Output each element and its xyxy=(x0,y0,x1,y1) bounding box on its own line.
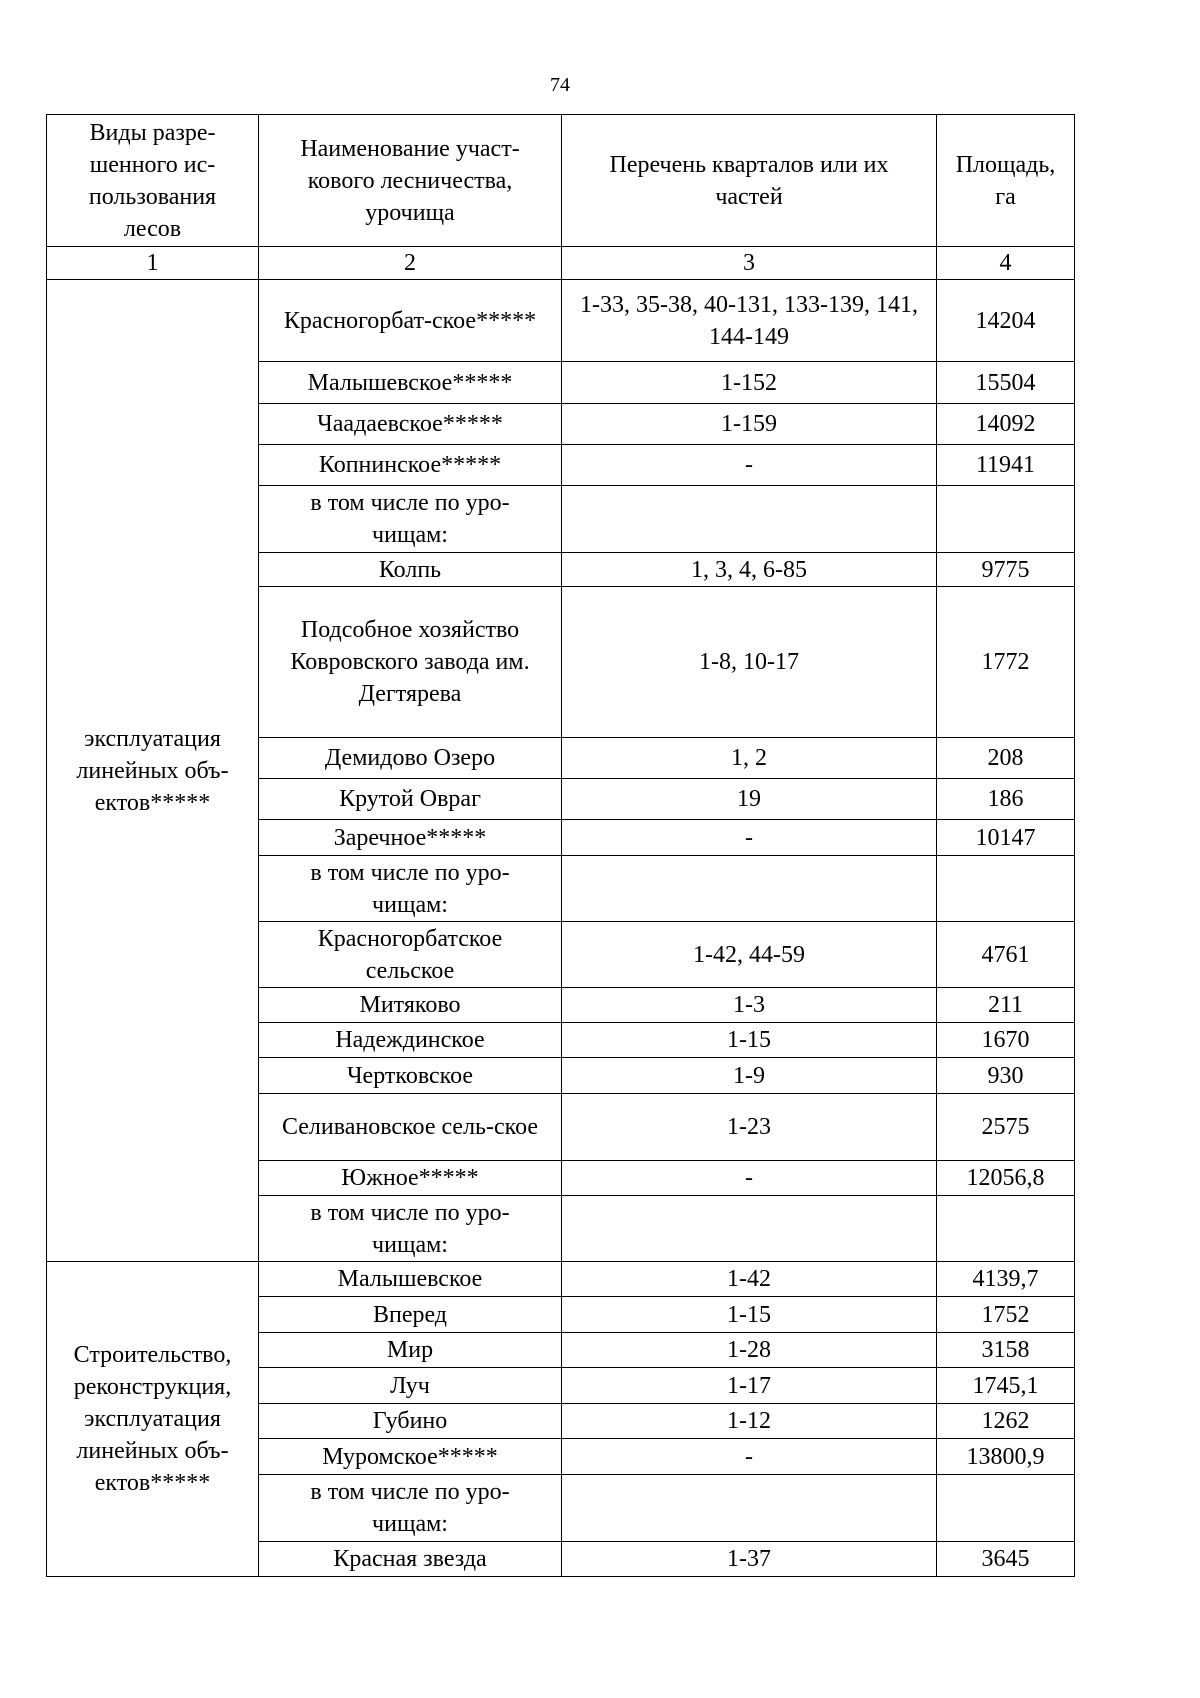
forestry-name: Копнинское***** xyxy=(259,445,562,486)
quarters-list: 1-3 xyxy=(562,988,937,1023)
forestry-name: Южное***** xyxy=(259,1161,562,1196)
area-value: 186 xyxy=(937,779,1075,820)
quarters-list: 1-42, 44-59 xyxy=(562,922,937,988)
area-value: 3645 xyxy=(937,1542,1075,1577)
use-type-cell: Строительство, реконструкция, эксплуатация линейных объ-ектов***** xyxy=(47,1262,259,1577)
header-cell: Площадь, га xyxy=(937,115,1075,247)
quarters-list: 1-15 xyxy=(562,1023,937,1058)
use-type-cell: эксплуатация линейных объ-ектов***** xyxy=(47,280,259,1262)
quarters-list xyxy=(562,486,937,553)
quarters-list: 1-42 xyxy=(562,1262,937,1297)
quarters-list: 1-152 xyxy=(562,362,937,404)
quarters-list: 1-9 xyxy=(562,1058,937,1094)
area-value: 2575 xyxy=(937,1094,1075,1161)
area-value: 15504 xyxy=(937,362,1075,404)
area-value: 1752 xyxy=(937,1297,1075,1333)
header-cell: Виды разре-шенного ис-пользования лесов xyxy=(47,115,259,247)
forestry-name: Митяково xyxy=(259,988,562,1023)
quarters-list: 1-17 xyxy=(562,1368,937,1404)
area-value: 4139,7 xyxy=(937,1262,1075,1297)
area-value: 208 xyxy=(937,738,1075,779)
forestry-name: Малышевское xyxy=(259,1262,562,1297)
forestry-name: Красная звезда xyxy=(259,1542,562,1577)
forestry-name: в том числе по уро-чищам: xyxy=(259,1475,562,1542)
quarters-list: 1, 3, 4, 6-85 xyxy=(562,553,937,587)
forestry-name: Колпь xyxy=(259,553,562,587)
area-value: 10147 xyxy=(937,820,1075,856)
quarters-list: 1-159 xyxy=(562,404,937,445)
forestry-name: Губино xyxy=(259,1404,562,1439)
area-value: 211 xyxy=(937,988,1075,1023)
column-number: 3 xyxy=(562,247,937,280)
forestry-name: Красногорбатское сельское xyxy=(259,922,562,988)
quarters-list: 1-23 xyxy=(562,1094,937,1161)
quarters-list: 1-12 xyxy=(562,1404,937,1439)
quarters-list: 1-8, 10-17 xyxy=(562,587,937,738)
area-value: 1772 xyxy=(937,587,1075,738)
header-row xyxy=(47,115,1075,247)
quarters-list: 1-15 xyxy=(562,1297,937,1333)
forestry-name: Луч xyxy=(259,1368,562,1404)
forestry-name: Красногорбат-ское***** xyxy=(259,280,562,362)
area-value: 1745,1 xyxy=(937,1368,1075,1404)
area-value: 13800,9 xyxy=(937,1439,1075,1475)
quarters-list xyxy=(562,1196,937,1262)
quarters-list: 1-33, 35-38, 40-131, 133-139, 141, 144-149 xyxy=(562,280,937,362)
quarters-list xyxy=(562,1475,937,1542)
forestry-name: в том числе по уро-чищам: xyxy=(259,486,562,553)
area-value: 3158 xyxy=(937,1333,1075,1368)
quarters-list: - xyxy=(562,820,937,856)
allowed-forest-use-table xyxy=(46,114,1075,1577)
quarters-list: - xyxy=(562,1161,937,1196)
page-number: 74 xyxy=(550,74,570,96)
quarters-list xyxy=(562,856,937,922)
area-value xyxy=(937,486,1075,553)
column-number: 2 xyxy=(259,247,562,280)
area-value: 14204 xyxy=(937,280,1075,362)
area-value xyxy=(937,1475,1075,1542)
column-number: 4 xyxy=(937,247,1075,280)
quarters-list: 1-37 xyxy=(562,1542,937,1577)
forestry-name: Селивановское сель-ское xyxy=(259,1094,562,1161)
forestry-name: Муромское***** xyxy=(259,1439,562,1475)
forestry-name: Заречное***** xyxy=(259,820,562,856)
area-value: 930 xyxy=(937,1058,1075,1094)
area-value: 11941 xyxy=(937,445,1075,486)
forestry-name: Крутой Овраг xyxy=(259,779,562,820)
forestry-name: Мир xyxy=(259,1333,562,1368)
quarters-list: - xyxy=(562,1439,937,1475)
area-value: 1670 xyxy=(937,1023,1075,1058)
forestry-name: Чертковское xyxy=(259,1058,562,1094)
forestry-name: Надеждинское xyxy=(259,1023,562,1058)
forestry-name: Подсобное хозяйство Ковровского завода им. Дегтярева xyxy=(259,587,562,738)
quarters-list: - xyxy=(562,445,937,486)
forestry-name: Чаадаевское***** xyxy=(259,404,562,445)
column-number-row xyxy=(47,247,1075,280)
area-value: 1262 xyxy=(937,1404,1075,1439)
area-value: 12056,8 xyxy=(937,1161,1075,1196)
forestry-name: Вперед xyxy=(259,1297,562,1333)
area-value: 4761 xyxy=(937,922,1075,988)
area-value: 14092 xyxy=(937,404,1075,445)
forestry-name: Демидово Озеро xyxy=(259,738,562,779)
quarters-list: 1, 2 xyxy=(562,738,937,779)
quarters-list: 19 xyxy=(562,779,937,820)
forestry-name: Малышевское***** xyxy=(259,362,562,404)
forestry-name: в том числе по уро-чищам: xyxy=(259,856,562,922)
quarters-list: 1-28 xyxy=(562,1333,937,1368)
table-row xyxy=(47,280,1075,362)
area-value xyxy=(937,1196,1075,1262)
header-cell: Наименование участ-кового лесничества, урочища xyxy=(259,115,562,247)
header-cell: Перечень кварталов или их частей xyxy=(562,115,937,247)
area-value xyxy=(937,856,1075,922)
area-value: 9775 xyxy=(937,553,1075,587)
table-row xyxy=(47,1262,1075,1297)
column-number: 1 xyxy=(47,247,259,280)
forestry-name: в том числе по уро-чищам: xyxy=(259,1196,562,1262)
